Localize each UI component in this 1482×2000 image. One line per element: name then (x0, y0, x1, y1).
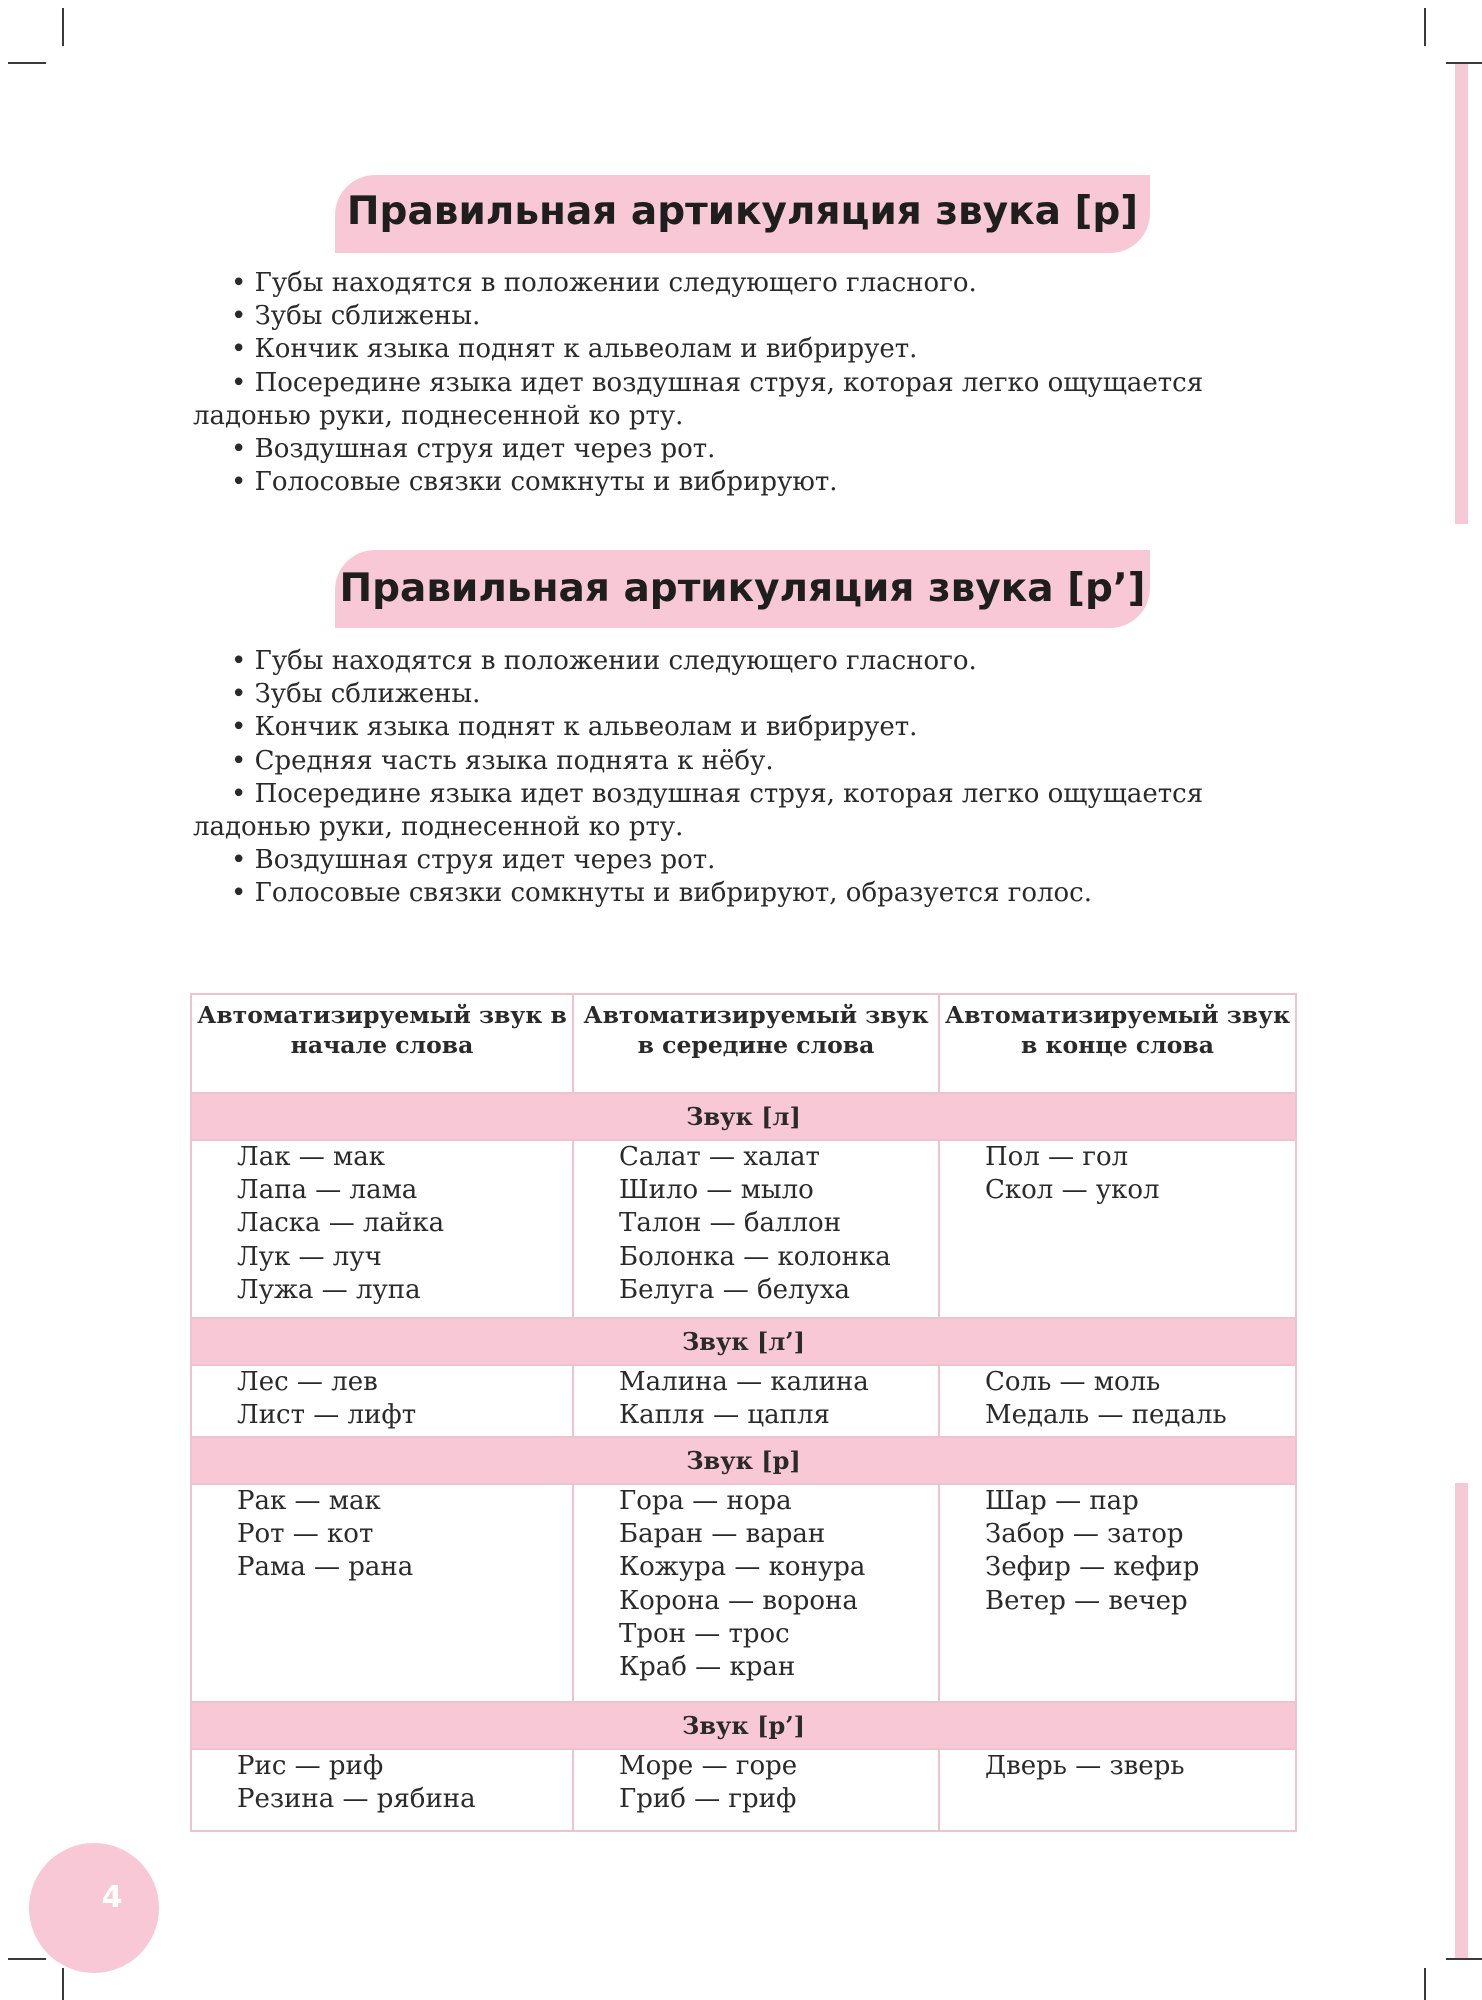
crop-mark (62, 1968, 64, 2000)
words-table (190, 993, 1297, 1832)
word-cell-end (939, 1140, 1296, 1318)
words-row (191, 1749, 1296, 1831)
word-cell-start (191, 1484, 573, 1702)
bullet-item: • Посередине языка идет воздушная струя, которая легко ощущается ладонью руки, поднесенной ко рту. (193, 778, 1313, 844)
word-pair: Ласка — лайка (237, 1208, 445, 1239)
sound-group-row (191, 1437, 1296, 1484)
page-number: 4 (101, 1880, 123, 1915)
word-cell-middle (573, 1749, 939, 1831)
word-pair: Гора — нора (619, 1486, 792, 1516)
word-pair: Забор — затор (985, 1519, 1184, 1550)
sound-group-title: Звук [р’] (191, 1702, 1296, 1749)
word-pair: Пол — гол (985, 1142, 1129, 1172)
crop-mark (8, 1958, 46, 1960)
column-header: Автоматизируемый звук в конце слова (939, 994, 1296, 1093)
word-pair: Капля — цапля (619, 1400, 830, 1431)
word-pair: Баран — варан (619, 1519, 826, 1550)
word-pair: Болонка — колонка (619, 1241, 891, 1272)
bullet-item: • Воздушная струя идет через рот. (193, 844, 1313, 877)
bullet-item: • Воздушная струя идет через рот. (193, 433, 1313, 466)
bullet-list (193, 267, 1313, 499)
bullet-item: • Кончик языка поднят к альвеолам и вибрирует. (193, 333, 1313, 366)
section-title: Правильная артикуляция звука [р] (346, 189, 1139, 234)
sound-group-row (191, 1702, 1296, 1749)
word-pair: Шило — мыло (619, 1175, 814, 1206)
column-header: Автоматизируемый звук в середине слова (573, 994, 939, 1093)
word-pair: Краб — кран (619, 1652, 796, 1683)
crop-mark (8, 62, 46, 64)
bullet-item: • Губы находятся в положении следующего гласного. (193, 645, 1313, 678)
word-pair: Трон — трос (619, 1618, 790, 1649)
word-pair: Белуга — белуха (619, 1274, 850, 1305)
word-pair: Море — горе (619, 1751, 798, 1781)
bullet-list (193, 645, 1313, 911)
words-row (191, 1140, 1296, 1318)
word-pair: Соль — моль (985, 1367, 1161, 1397)
bullet-item: • Посередине языка идет воздушная струя, которая легко ощущается ладонью руки, поднесенной ко рту. (193, 367, 1313, 433)
bullet-item: • Голосовые связки сомкнуты и вибрируют, образуется голос. (193, 877, 1313, 910)
table-header-row (191, 994, 1296, 1093)
crop-mark (62, 8, 64, 46)
word-pair: Лист — лифт (237, 1400, 417, 1431)
word-pair: Лапа — лама (237, 1175, 418, 1206)
word-pair: Лак — мак (237, 1142, 385, 1172)
crop-mark (1446, 1958, 1482, 1960)
word-pair: Малина — калина (619, 1367, 869, 1397)
sound-group-row (191, 1093, 1296, 1140)
side-stripe-bottom (1455, 1483, 1468, 1958)
words-row (191, 1484, 1296, 1702)
word-cell-end (939, 1484, 1296, 1702)
word-cell-middle (573, 1365, 939, 1437)
column-header: Автоматизируемый звук в начале слова (191, 994, 573, 1093)
bullet-item: • Средняя часть языка поднята к нёбу. (193, 745, 1313, 778)
side-stripe-top (1455, 64, 1468, 524)
word-pair: Корона — ворона (619, 1585, 858, 1616)
crop-mark (1424, 8, 1426, 46)
word-cell-middle (573, 1484, 939, 1702)
word-pair: Лес — лев (237, 1367, 378, 1397)
word-pair: Лужа — лупа (237, 1274, 421, 1305)
sound-group-row (191, 1318, 1296, 1365)
word-pair: Шар — пар (985, 1486, 1139, 1516)
word-cell-start (191, 1749, 573, 1831)
word-cell-start (191, 1140, 573, 1318)
word-cell-end (939, 1749, 1296, 1831)
word-pair: Резина — рябина (237, 1784, 476, 1815)
word-cell-end (939, 1365, 1296, 1437)
crop-mark (1424, 1968, 1426, 2000)
sound-group-title: Звук [р] (191, 1437, 1296, 1484)
word-pair: Рак — мак (237, 1486, 381, 1516)
word-pair: Ветер — вечер (985, 1585, 1188, 1616)
bullet-item: • Губы находятся в положении следующего гласного. (193, 267, 1313, 300)
bullet-item: • Зубы сближены. (193, 300, 1313, 333)
word-pair: Рис — риф (237, 1751, 384, 1781)
word-pair: Дверь — зверь (985, 1751, 1185, 1781)
word-pair: Салат — халат (619, 1142, 820, 1172)
words-row (191, 1365, 1296, 1437)
word-cell-middle (573, 1140, 939, 1318)
word-pair: Лук — луч (237, 1241, 382, 1272)
sound-group-title: Звук [л] (191, 1093, 1296, 1140)
bullet-item: • Зубы сближены. (193, 678, 1313, 711)
word-pair: Рама — рана (237, 1552, 414, 1583)
sound-group-title: Звук [л’] (191, 1318, 1296, 1365)
word-pair: Талон — баллон (619, 1208, 842, 1239)
word-pair: Скол — укол (985, 1175, 1160, 1206)
section-title: Правильная артикуляция звука [р’] (339, 566, 1146, 611)
word-pair: Кожура — конура (619, 1552, 866, 1583)
word-pair: Медаль — педаль (985, 1400, 1227, 1431)
bullet-item: • Голосовые связки сомкнуты и вибрируют. (193, 466, 1313, 499)
word-pair: Гриб — гриф (619, 1784, 797, 1815)
word-pair: Рот — кот (237, 1519, 374, 1550)
word-pair: Зефир — кефир (985, 1552, 1200, 1583)
bullet-item: • Кончик языка поднят к альвеолам и вибрирует. (193, 711, 1313, 744)
word-cell-start (191, 1365, 573, 1437)
